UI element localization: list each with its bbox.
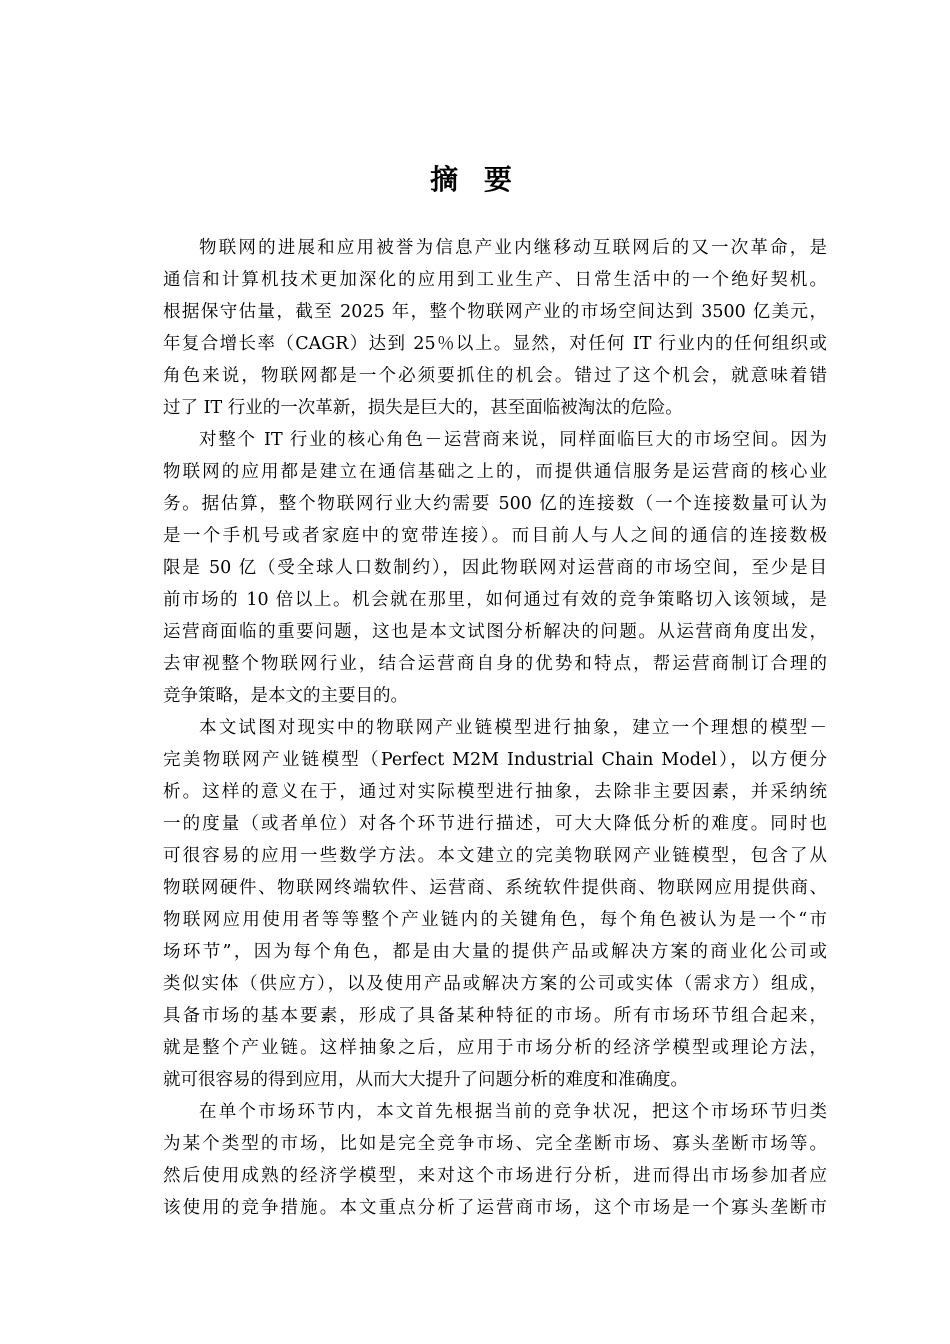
- text-line: 物联网应用使用者等等整个产业链内的关键角色，每个角色被认为是一个“市: [163, 910, 827, 930]
- text-line: 为某个类型的市场，比如是完全竞争市场、完全垄断市场、寡头垄断市场等。: [163, 1134, 827, 1154]
- text-line: 根据保守估量，截至 2025 年，整个物联网产业的市场空间达到 3500 亿美元，: [163, 302, 827, 322]
- text-line: 务。据估算，整个物联网行业大约需要 500 亿的连接数（一个连接数量可认为: [163, 494, 827, 514]
- text-line: 本文试图对现实中的物联网产业链模型进行抽象，建立一个理想的模型－: [199, 718, 827, 738]
- text-line: 在单个市场环节内，本文首先根据当前的竞争状况，把这个市场环节归类: [199, 1102, 827, 1122]
- abstract-title: 摘 要: [430, 163, 520, 196]
- text-line: 析。这样的意义在于，通过对实际模型进行抽象，去除非主要因素，并采纳统: [163, 782, 827, 802]
- text-line: 过了 IT 行业的一次革新，损失是巨大的，甚至面临被淘汰的危险。: [163, 398, 683, 418]
- text-line: 竞争策略，是本文的主要目的。: [163, 686, 408, 706]
- text-line: 对整个 IT 行业的核心角色－运营商来说，同样面临巨大的市场空间。因为: [199, 430, 827, 450]
- text-line: 完美物联网产业链模型（Perfect M2M Industrial Chain Model），以方便分: [163, 750, 827, 770]
- text-line: 然后使用成熟的经济学模型，来对这个市场进行分析，进而得出市场参加者应: [163, 1166, 827, 1186]
- text-line: 具备市场的基本要素，形成了具备某种特征的市场。所有市场环节组合起来，: [163, 1006, 827, 1026]
- text-line: 前市场的 10 倍以上。机会就在那里，如何通过有效的竞争策略切入该领域，是: [163, 590, 827, 610]
- text-line: 一的度量（或者单位）对各个环节进行描述，可大大降低分析的难度。同时也: [163, 814, 827, 834]
- abstract-body: [163, 232, 827, 1224]
- text-line: 通信和计算机技术更加深化的应用到工业生产、日常生活中的一个绝好契机。: [163, 270, 827, 290]
- text-line: 物联网的进展和应用被誉为信息产业内继移动互联网后的又一次革命，是: [199, 238, 827, 258]
- text-line: 物联网硬件、物联网终端软件、运营商、系统软件提供商、物联网应用提供商、: [163, 878, 827, 898]
- text-line: 年复合增长率（CAGR）达到 25％以上。显然，对任何 IT 行业内的任何组织或: [163, 334, 827, 354]
- text-line: 去审视整个物联网行业，结合运营商自身的优势和特点，帮运营商制订合理的: [163, 654, 827, 674]
- text-line: 就是整个产业链。这样抽象之后，应用于市场分析的经济学模型或理论方法，: [163, 1038, 827, 1058]
- text-line: 是一个手机号或者家庭中的宽带连接）。而目前人与人之间的通信的连接数极: [163, 526, 827, 546]
- text-line: 运营商面临的重要问题，这也是本文试图分析解决的问题。从运营商角度出发，: [163, 622, 827, 642]
- text-line: 可很容易的应用一些数学方法。本文建立的完美物联网产业链模型，包含了从: [163, 846, 827, 866]
- text-line: 类似实体（供应方），以及使用产品或解决方案的公司或实体（需求方）组成，: [163, 974, 827, 994]
- text-line: 角色来说，物联网都是一个必须要抓住的机会。错过了这个机会，就意味着错: [163, 366, 827, 386]
- text-line: 该使用的竞争措施。本文重点分析了运营商市场，这个市场是一个寡头垄断市: [163, 1198, 827, 1218]
- text-line: 就可很容易的得到应用，从而大大提升了问题分析的难度和准确度。: [163, 1070, 688, 1090]
- text-line: 场环节”，因为每个角色，都是由大量的提供产品或解决方案的商业化公司或: [163, 942, 827, 962]
- text-line: 限是 50 亿（受全球人口数制约），因此物联网对运营商的市场空间，至少是目: [163, 558, 827, 578]
- text-line: 物联网的应用都是建立在通信基础之上的，而提供通信服务是运营商的核心业: [163, 462, 827, 482]
